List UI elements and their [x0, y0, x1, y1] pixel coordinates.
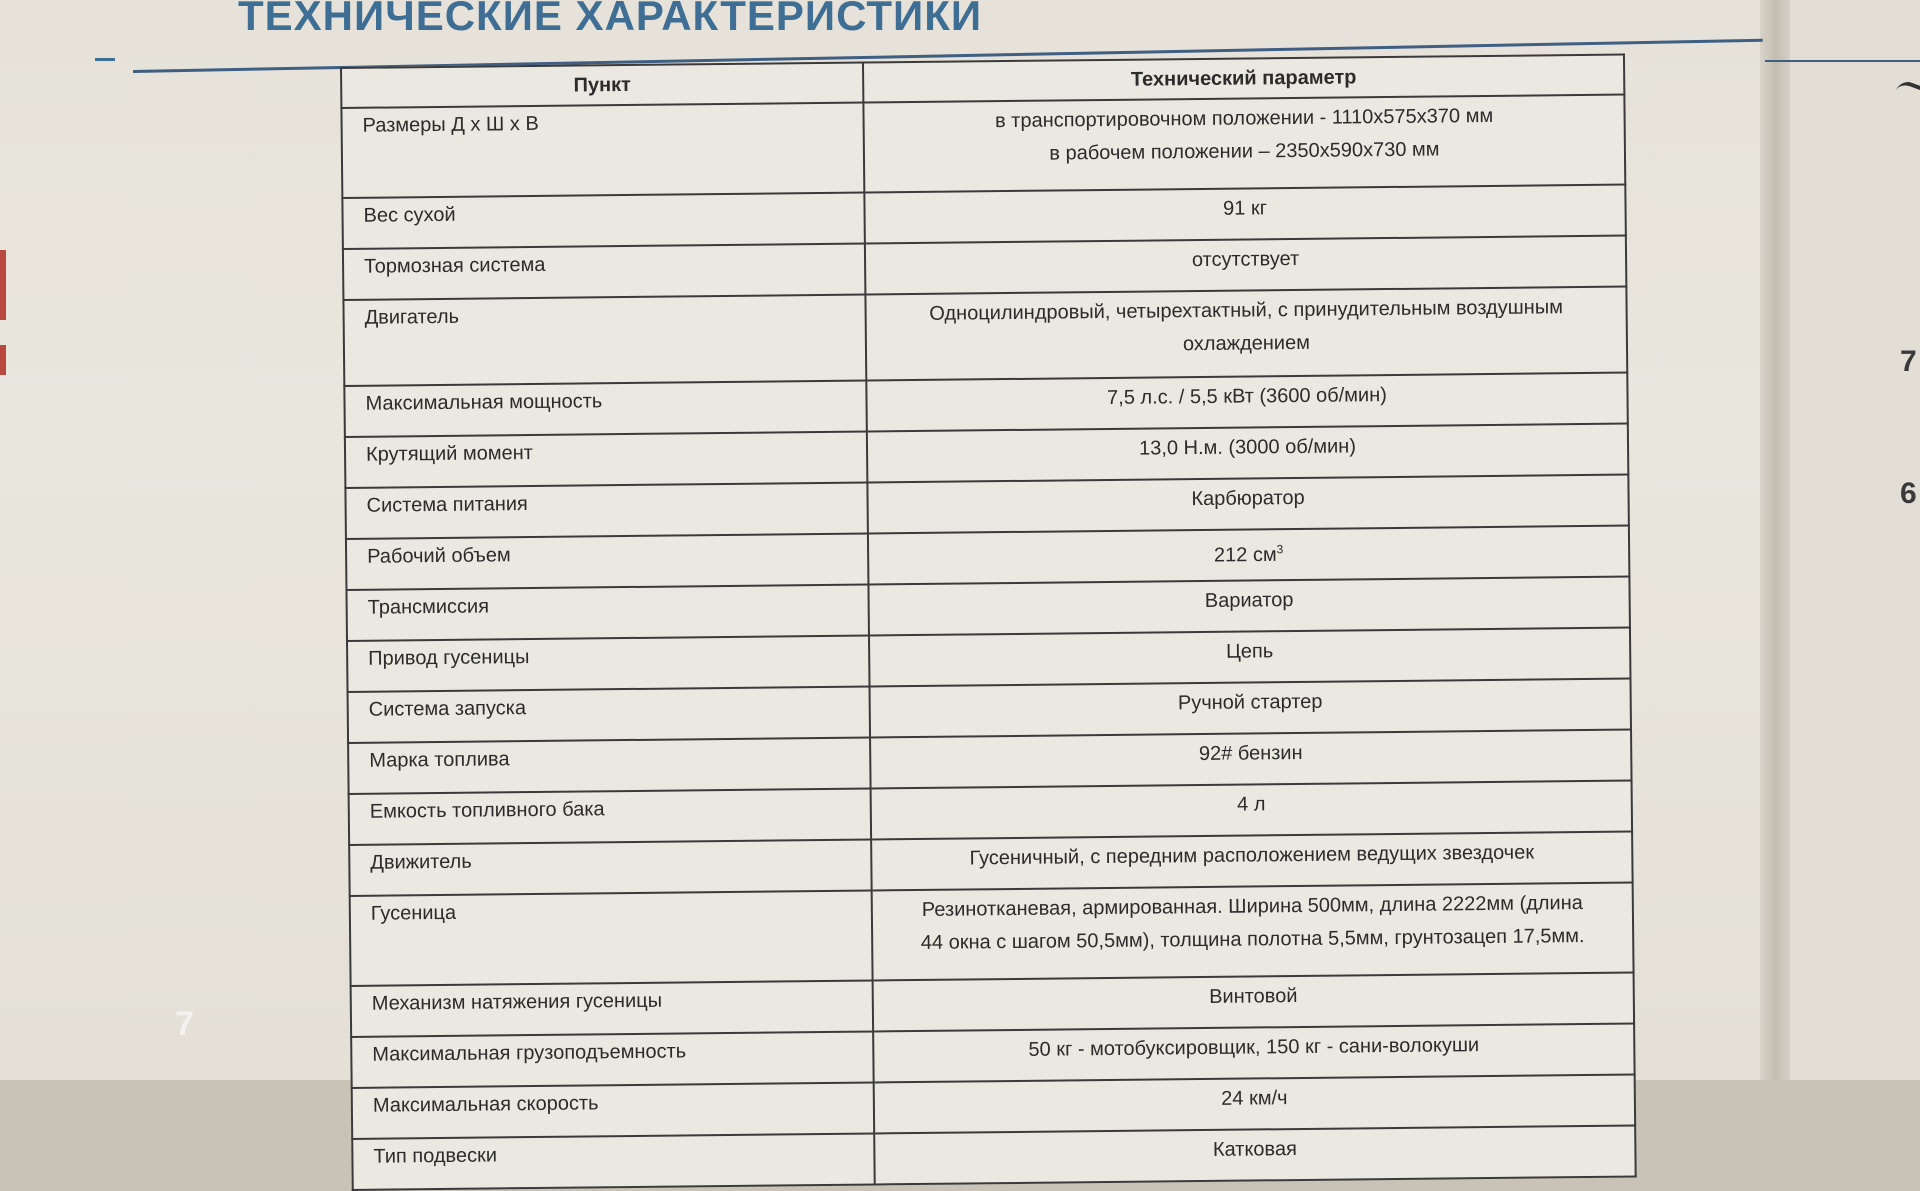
row-label: Максимальная мощность	[344, 381, 867, 437]
row-label: Механизм натяжения гусеницы	[351, 980, 874, 1036]
row-value: Винтовой	[873, 973, 1634, 1032]
row-label: Тип подвески	[352, 1133, 875, 1189]
adjacent-page	[1790, 0, 1920, 1080]
row-value: Гусеничный, с передним расположением ведущих звездочек	[871, 832, 1632, 891]
row-value: 7,5 л.с. / 5,5 кВт (3600 об/мин)	[866, 373, 1627, 432]
row-label: Тормозная система	[343, 244, 866, 300]
row-label: Система запуска	[348, 686, 871, 742]
row-value: Вариатор	[868, 577, 1629, 636]
row-value: 92# бензин	[870, 730, 1631, 789]
row-label: Рабочий объем	[346, 533, 869, 589]
table-row	[350, 883, 1634, 986]
row-value: Одноцилиндровый, четырехтактный, с принудительным воздушным охлаждением	[865, 287, 1627, 381]
row-value: Карбюратор	[867, 475, 1628, 534]
row-label: Крутящий момент	[345, 432, 868, 488]
spec-table	[340, 54, 1637, 1191]
page-heading: ТЕХНИЧЕСКИЕ ХАРАКТЕРИСТИКИ	[238, 0, 983, 39]
row-label: Вес сухой	[342, 193, 865, 249]
row-value: 91 кг	[864, 185, 1625, 244]
row-label: Гусеница	[350, 890, 873, 985]
row-label: Марка топлива	[348, 737, 871, 793]
row-label: Максимальная грузоподъемность	[351, 1031, 874, 1087]
page-number: 7	[175, 1005, 194, 1043]
row-value: 50 кг - мотобуксировщик, 150 кг - сани-волокуши	[873, 1024, 1634, 1083]
column-header-item: Пункт	[341, 63, 863, 108]
row-value: Резинотканевая, армированная. Ширина 500мм, длина 2222мм (длина 44 окна с шагом 50,5мм), толщина полотна 5,5мм, грунтозацеп 17,5мм.	[872, 883, 1634, 981]
row-label: Максимальная скорость	[352, 1082, 875, 1138]
row-label: Двигатель	[343, 295, 866, 386]
table-row	[341, 95, 1625, 198]
red-edge-marker	[0, 250, 6, 320]
row-label: Система питания	[345, 483, 868, 539]
heading-dash	[95, 58, 115, 61]
row-label: Движитель	[349, 839, 872, 895]
adjacent-page-number: 6	[1900, 477, 1917, 510]
row-value: 212 $см^3$	[868, 526, 1629, 585]
book-gutter	[1760, 0, 1790, 1080]
row-value: 4 л	[871, 781, 1632, 840]
adjacent-page-number: 7	[1900, 345, 1917, 378]
column-header-parameter: Технический параметр	[863, 55, 1624, 103]
row-label: Трансмиссия	[346, 584, 869, 640]
row-value: 13,0 Н.м. (3000 об/мин)	[867, 424, 1628, 483]
row-value: Цепь	[869, 628, 1630, 687]
red-edge-marker	[0, 345, 6, 375]
row-value: отсутствует	[865, 236, 1626, 295]
row-label: Привод гусеницы	[347, 635, 870, 691]
row-value: в транспортировочном положении - 1110х575х370 мм в рабочем положении – 2350х590х730 мм	[863, 95, 1625, 193]
row-label: Емкость топливного бака	[349, 788, 872, 844]
row-value: Катковая	[874, 1125, 1635, 1184]
row-label: Размеры Д х Ш х В	[341, 103, 864, 198]
row-value: Ручной стартер	[870, 679, 1631, 738]
adjacent-rule	[1765, 60, 1920, 62]
table-row	[343, 287, 1627, 386]
row-value: 24 км/ч	[874, 1074, 1635, 1133]
